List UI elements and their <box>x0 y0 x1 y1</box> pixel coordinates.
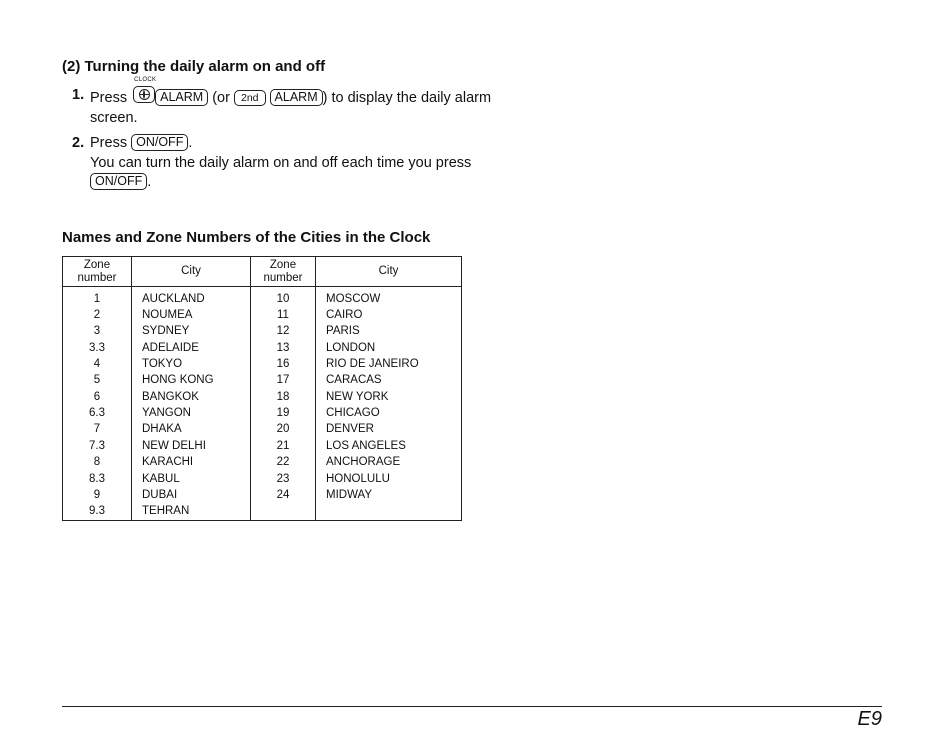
city-name-cell: MOSCOW <box>316 287 462 308</box>
table-row <box>63 487 462 503</box>
table-row <box>63 307 462 323</box>
zone-number-cell: 18 <box>251 389 316 405</box>
city-name-cell: PARIS <box>316 324 462 340</box>
city-name-cell: TEHRAN <box>132 504 251 521</box>
step-text: ) to display the daily alarm screen. <box>90 90 492 126</box>
city-name-cell: KARACHI <box>132 454 251 470</box>
zone-number-cell: 2 <box>63 307 132 323</box>
city-name-cell: KABUL <box>132 471 251 487</box>
step-number: 1. <box>72 87 85 103</box>
alarm-key: ALARM <box>155 89 208 106</box>
city-name-cell: TOKYO <box>132 356 251 372</box>
table-body <box>63 287 462 521</box>
zone-number-cell: 13 <box>251 340 316 356</box>
section-heading: (2) Turning the daily alarm on and off <box>62 58 326 75</box>
city-name-cell: CHICAGO <box>316 405 462 421</box>
table-heading: Names and Zone Numbers of the Cities in the Clock <box>62 229 431 246</box>
clock-key-label: CLOCK <box>134 77 157 83</box>
clock-globe-key <box>133 77 157 103</box>
city-name-cell: HONG KONG <box>132 373 251 389</box>
table-row <box>63 287 462 308</box>
table-row <box>63 454 462 470</box>
zone-number-cell: 8.3 <box>63 471 132 487</box>
steps-list <box>72 77 492 193</box>
zone-number-cell: 3 <box>63 324 132 340</box>
zone-number-cell: 20 <box>251 422 316 438</box>
zone-number-header: Zone number <box>63 257 132 287</box>
table-row <box>63 471 462 487</box>
step-2 <box>72 134 492 193</box>
table-row <box>63 504 462 521</box>
city-name-cell: YANGON <box>132 405 251 421</box>
zone-number-cell <box>251 504 316 521</box>
step-text: . <box>147 174 152 190</box>
zone-number-cell: 21 <box>251 438 316 454</box>
zone-number-cell: 9 <box>63 487 132 503</box>
city-name-cell: MIDWAY <box>316 487 462 503</box>
on-off-key: ON/OFF <box>90 173 147 190</box>
zone-number-cell: 17 <box>251 373 316 389</box>
zone-number-cell: 3.3 <box>63 340 132 356</box>
zone-number-cell: 6.3 <box>63 405 132 421</box>
table-row <box>63 356 462 372</box>
city-name-cell: NOUMEA <box>132 307 251 323</box>
table-row <box>63 405 462 421</box>
city-name-cell: AUCKLAND <box>132 287 251 308</box>
city-name-cell: DENVER <box>316 422 462 438</box>
city-name-cell <box>316 504 462 521</box>
zone-number-cell: 8 <box>63 454 132 470</box>
page-number: E9 <box>857 708 882 730</box>
zone-number-cell: 22 <box>251 454 316 470</box>
city-header: City <box>132 257 251 287</box>
city-name-cell: CAIRO <box>316 307 462 323</box>
zone-number-cell: 16 <box>251 356 316 372</box>
city-name-cell: LOS ANGELES <box>316 438 462 454</box>
city-name-cell: ADELAIDE <box>132 340 251 356</box>
globe-icon <box>139 89 150 100</box>
zone-number-cell: 9.3 <box>63 504 132 521</box>
city-header: City <box>316 257 462 287</box>
table-row <box>63 422 462 438</box>
zone-number-cell: 23 <box>251 471 316 487</box>
city-name-cell: DHAKA <box>132 422 251 438</box>
step-text: Press <box>90 135 128 151</box>
zone-number-cell: 6 <box>63 389 132 405</box>
table-row <box>63 438 462 454</box>
alarm-key: ALARM <box>270 89 323 106</box>
city-name-cell: NEW YORK <box>316 389 462 405</box>
city-name-cell: NEW DELHI <box>132 438 251 454</box>
city-name-cell: RIO DE JANEIRO <box>316 356 462 372</box>
step-1 <box>72 77 492 128</box>
footer-divider <box>62 706 882 707</box>
zone-number-cell: 1 <box>63 287 132 308</box>
table-header-row <box>63 257 462 287</box>
city-name-cell: HONOLULU <box>316 471 462 487</box>
zone-number-cell: 19 <box>251 405 316 421</box>
zone-number-cell: 7 <box>63 422 132 438</box>
step-text: . <box>188 135 193 151</box>
second-function-key: 2nd <box>234 90 266 106</box>
city-name-cell: LONDON <box>316 340 462 356</box>
zone-number-cell: 11 <box>251 307 316 323</box>
zone-number-cell: 4 <box>63 356 132 372</box>
step-text: You can turn the daily alarm on and off each time you press <box>90 154 472 171</box>
zone-number-cell: 10 <box>251 287 316 308</box>
step-number: 2. <box>72 135 85 151</box>
city-name-cell: DUBAI <box>132 487 251 503</box>
city-name-cell: ANCHORAGE <box>316 454 462 470</box>
zone-number-cell: 12 <box>251 324 316 340</box>
table-row <box>63 373 462 389</box>
step-text: Press <box>90 90 128 106</box>
table-row <box>63 324 462 340</box>
zone-number-cell: 24 <box>251 487 316 503</box>
table-row <box>63 389 462 405</box>
zone-number-header: Zone number <box>251 257 316 287</box>
on-off-key: ON/OFF <box>131 134 188 151</box>
city-name-cell: BANGKOK <box>132 389 251 405</box>
city-zone-table <box>62 256 462 521</box>
city-name-cell: CARACAS <box>316 373 462 389</box>
table-row <box>63 340 462 356</box>
zone-number-cell: 7.3 <box>63 438 132 454</box>
step-text: (or <box>212 90 230 106</box>
city-name-cell: SYDNEY <box>132 324 251 340</box>
zone-number-cell: 5 <box>63 373 132 389</box>
